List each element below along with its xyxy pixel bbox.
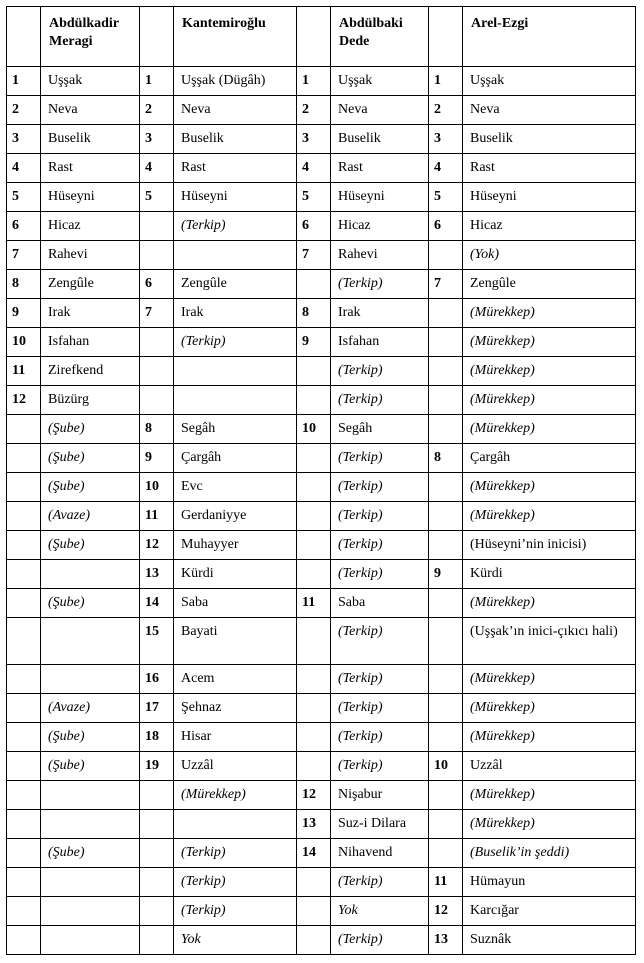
cell-kantemiroglu-makam: Zengûle [174, 270, 297, 299]
cell-abdulkadir-makam: (Şube) [41, 473, 140, 502]
cell-abdulbaki-number: 3 [297, 125, 331, 154]
cell-abdulbaki-makam: Hüseyni [331, 183, 429, 212]
cell-kantemiroglu-makam: Buselik [174, 125, 297, 154]
cell-arel-ezgi-makam: (Mürekkep) [463, 694, 636, 723]
cell-kantemiroglu-number [140, 926, 174, 955]
cell-arel-ezgi-makam: Uzzâl [463, 752, 636, 781]
cell-kantemiroglu-makam: Hisar [174, 723, 297, 752]
cell-kantemiroglu-makam [174, 386, 297, 415]
cell-arel-ezgi-makam: (Mürekkep) [463, 299, 636, 328]
cell-kantemiroglu-makam: Muhayyer [174, 531, 297, 560]
table-row [7, 328, 636, 357]
cell-kantemiroglu-number [140, 212, 174, 241]
cell-abdulkadir-makam: (Şube) [41, 723, 140, 752]
cell-abdulkadir-number [7, 897, 41, 926]
cell-arel-ezgi-number [429, 810, 463, 839]
cell-arel-ezgi-number: 2 [429, 96, 463, 125]
cell-abdulbaki-makam: Neva [331, 96, 429, 125]
cell-kantemiroglu-number: 16 [140, 665, 174, 694]
cell-abdulbaki-makam: Saba [331, 589, 429, 618]
cell-kantemiroglu-number [140, 241, 174, 270]
cell-arel-ezgi-makam: (Buselik’in şeddi) [463, 839, 636, 868]
cell-abdulkadir-number: 7 [7, 241, 41, 270]
cell-abdulkadir-number: 8 [7, 270, 41, 299]
cell-arel-ezgi-number [429, 415, 463, 444]
table-row [7, 560, 636, 589]
cell-arel-ezgi-makam: Suznâk [463, 926, 636, 955]
cell-kantemiroglu-number [140, 386, 174, 415]
cell-abdulkadir-number [7, 502, 41, 531]
cell-abdulbaki-makam: (Terkip) [331, 926, 429, 955]
cell-abdulkadir-number [7, 694, 41, 723]
table-row [7, 444, 636, 473]
cell-abdulbaki-number [297, 531, 331, 560]
cell-arel-ezgi-number [429, 328, 463, 357]
cell-abdulbaki-number [297, 752, 331, 781]
cell-kantemiroglu-makam: Irak [174, 299, 297, 328]
table-row [7, 665, 636, 694]
cell-abdulbaki-makam: Isfahan [331, 328, 429, 357]
cell-kantemiroglu-makam [174, 357, 297, 386]
cell-arel-ezgi-number [429, 531, 463, 560]
cell-abdulbaki-number: 7 [297, 241, 331, 270]
cell-arel-ezgi-makam: Hicaz [463, 212, 636, 241]
cell-abdulbaki-makam: (Terkip) [331, 473, 429, 502]
cell-abdulbaki-number [297, 270, 331, 299]
cell-kantemiroglu-number: 17 [140, 694, 174, 723]
cell-abdulbaki-makam: Suz-i Dilara [331, 810, 429, 839]
cell-abdulkadir-number [7, 415, 41, 444]
cell-abdulbaki-number: 9 [297, 328, 331, 357]
cell-kantemiroglu-number: 19 [140, 752, 174, 781]
cell-arel-ezgi-number [429, 694, 463, 723]
cell-abdulkadir-number [7, 868, 41, 897]
cell-arel-ezgi-makam: (Mürekkep) [463, 386, 636, 415]
cell-arel-ezgi-number: 13 [429, 926, 463, 955]
cell-kantemiroglu-makam: Kürdi [174, 560, 297, 589]
cell-abdulkadir-makam: Hüseyni [41, 183, 140, 212]
cell-arel-ezgi-number [429, 781, 463, 810]
cell-arel-ezgi-makam: Çargâh [463, 444, 636, 473]
cell-arel-ezgi-number: 8 [429, 444, 463, 473]
cell-abdulbaki-makam: Hicaz [331, 212, 429, 241]
cell-arel-ezgi-number [429, 357, 463, 386]
cell-arel-ezgi-makam: (Mürekkep) [463, 473, 636, 502]
cell-abdulkadir-number [7, 665, 41, 694]
cell-abdulbaki-number [297, 386, 331, 415]
table-row [7, 67, 636, 96]
cell-arel-ezgi-number [429, 386, 463, 415]
cell-arel-ezgi-number: 11 [429, 868, 463, 897]
cell-abdulbaki-number [297, 723, 331, 752]
cell-abdulbaki-makam: (Terkip) [331, 665, 429, 694]
cell-abdulbaki-number: 14 [297, 839, 331, 868]
cell-abdulkadir-makam [41, 926, 140, 955]
cell-arel-ezgi-makam: Neva [463, 96, 636, 125]
cell-kantemiroglu-makam [174, 241, 297, 270]
cell-arel-ezgi-number [429, 589, 463, 618]
cell-arel-ezgi-number: 4 [429, 154, 463, 183]
cell-arel-ezgi-makam: (Mürekkep) [463, 415, 636, 444]
cell-abdulkadir-number [7, 926, 41, 955]
cell-kantemiroglu-number [140, 781, 174, 810]
cell-arel-ezgi-number [429, 723, 463, 752]
cell-kantemiroglu-makam: Şehnaz [174, 694, 297, 723]
cell-abdulkadir-number [7, 781, 41, 810]
cell-abdulkadir-number [7, 473, 41, 502]
cell-abdulkadir-makam: (Şube) [41, 589, 140, 618]
cell-abdulkadir-makam: (Şube) [41, 752, 140, 781]
cell-kantemiroglu-number: 4 [140, 154, 174, 183]
cell-abdulbaki-makam: (Terkip) [331, 444, 429, 473]
cell-arel-ezgi-makam: (Yok) [463, 241, 636, 270]
cell-arel-ezgi-makam: (Mürekkep) [463, 502, 636, 531]
table-row [7, 299, 636, 328]
cell-abdulbaki-makam: (Terkip) [331, 386, 429, 415]
cell-abdulkadir-makam: (Şube) [41, 839, 140, 868]
cell-arel-ezgi-makam: Karcığar [463, 897, 636, 926]
table-row [7, 212, 636, 241]
cell-arel-ezgi-makam: Hümayun [463, 868, 636, 897]
cell-abdulbaki-number: 12 [297, 781, 331, 810]
cell-abdulbaki-number: 13 [297, 810, 331, 839]
cell-abdulkadir-makam: (Avaze) [41, 502, 140, 531]
cell-abdulkadir-makam: Rahevi [41, 241, 140, 270]
cell-arel-ezgi-number [429, 473, 463, 502]
cell-abdulbaki-number: 4 [297, 154, 331, 183]
cell-abdulkadir-number [7, 752, 41, 781]
cell-abdulkadir-number: 2 [7, 96, 41, 125]
cell-abdulbaki-number [297, 926, 331, 955]
cell-abdulbaki-number: 10 [297, 415, 331, 444]
table-row [7, 618, 636, 665]
cell-kantemiroglu-makam: Uşşak (Dügâh) [174, 67, 297, 96]
cell-abdulbaki-number [297, 665, 331, 694]
table-row [7, 723, 636, 752]
cell-kantemiroglu-number: 14 [140, 589, 174, 618]
cell-abdulbaki-number: 6 [297, 212, 331, 241]
cell-kantemiroglu-number [140, 328, 174, 357]
cell-abdulbaki-makam: (Terkip) [331, 560, 429, 589]
cell-abdulbaki-makam: (Terkip) [331, 270, 429, 299]
cell-abdulbaki-makam: (Terkip) [331, 531, 429, 560]
cell-abdulkadir-makam [41, 781, 140, 810]
cell-abdulbaki-number: 1 [297, 67, 331, 96]
cell-kantemiroglu-makam: (Terkip) [174, 839, 297, 868]
cell-abdulkadir-number: 1 [7, 67, 41, 96]
cell-abdulbaki-number: 11 [297, 589, 331, 618]
cell-abdulbaki-number [297, 897, 331, 926]
cell-abdulbaki-makam: (Terkip) [331, 868, 429, 897]
table-row [7, 810, 636, 839]
cell-arel-ezgi-makam: Kürdi [463, 560, 636, 589]
table-row [7, 386, 636, 415]
cell-kantemiroglu-number: 5 [140, 183, 174, 212]
cell-kantemiroglu-makam: Bayati [174, 618, 297, 665]
cell-abdulkadir-makam: Buselik [41, 125, 140, 154]
cell-kantemiroglu-makam: Çargâh [174, 444, 297, 473]
table-row [7, 415, 636, 444]
cell-abdulbaki-number: 8 [297, 299, 331, 328]
cell-kantemiroglu-number [140, 839, 174, 868]
cell-arel-ezgi-number: 6 [429, 212, 463, 241]
cell-abdulbaki-makam: (Terkip) [331, 694, 429, 723]
header-cell-abdulkadir-meragi: Abdülkadir Meragi [41, 7, 140, 67]
cell-arel-ezgi-makam: (Mürekkep) [463, 723, 636, 752]
header-cell-number [297, 7, 331, 67]
cell-kantemiroglu-makam: (Terkip) [174, 868, 297, 897]
cell-abdulkadir-number [7, 723, 41, 752]
cell-abdulbaki-makam: Irak [331, 299, 429, 328]
cell-kantemiroglu-number: 10 [140, 473, 174, 502]
cell-kantemiroglu-makam: (Mürekkep) [174, 781, 297, 810]
header-cell-arel-ezgi: Arel-Ezgi [463, 7, 636, 67]
cell-abdulbaki-makam: Rahevi [331, 241, 429, 270]
table-row [7, 531, 636, 560]
cell-kantemiroglu-number: 6 [140, 270, 174, 299]
cell-abdulkadir-makam: Isfahan [41, 328, 140, 357]
cell-arel-ezgi-number [429, 241, 463, 270]
cell-abdulbaki-makam: Rast [331, 154, 429, 183]
table-row [7, 270, 636, 299]
table-row [7, 502, 636, 531]
cell-arel-ezgi-makam: Buselik [463, 125, 636, 154]
cell-abdulbaki-number: 2 [297, 96, 331, 125]
cell-abdulbaki-number [297, 694, 331, 723]
cell-abdulkadir-makam: Zirefkend [41, 357, 140, 386]
cell-abdulkadir-number [7, 810, 41, 839]
cell-abdulkadir-makam: (Şube) [41, 415, 140, 444]
cell-abdulbaki-makam: (Terkip) [331, 618, 429, 665]
cell-abdulkadir-number: 12 [7, 386, 41, 415]
cell-abdulbaki-number: 5 [297, 183, 331, 212]
cell-arel-ezgi-number [429, 665, 463, 694]
header-cell-number [7, 7, 41, 67]
cell-abdulkadir-number [7, 839, 41, 868]
cell-arel-ezgi-makam: (Mürekkep) [463, 781, 636, 810]
cell-kantemiroglu-number: 2 [140, 96, 174, 125]
cell-abdulbaki-makam: Nişabur [331, 781, 429, 810]
cell-arel-ezgi-number: 10 [429, 752, 463, 781]
cell-kantemiroglu-number [140, 897, 174, 926]
cell-kantemiroglu-makam: Gerdaniyye [174, 502, 297, 531]
cell-abdulkadir-makam [41, 868, 140, 897]
cell-kantemiroglu-makam: (Terkip) [174, 897, 297, 926]
cell-arel-ezgi-makam: (Mürekkep) [463, 357, 636, 386]
cell-abdulkadir-makam: Neva [41, 96, 140, 125]
cell-kantemiroglu-number: 18 [140, 723, 174, 752]
header-cell-number [140, 7, 174, 67]
cell-abdulkadir-number: 6 [7, 212, 41, 241]
cell-abdulkadir-makam [41, 897, 140, 926]
cell-arel-ezgi-number: 9 [429, 560, 463, 589]
cell-abdulkadir-number [7, 560, 41, 589]
cell-arel-ezgi-number [429, 618, 463, 665]
cell-arel-ezgi-makam: (Mürekkep) [463, 810, 636, 839]
cell-kantemiroglu-number: 15 [140, 618, 174, 665]
cell-arel-ezgi-number: 7 [429, 270, 463, 299]
cell-kantemiroglu-makam: Rast [174, 154, 297, 183]
table-row [7, 589, 636, 618]
table-body [7, 67, 636, 955]
cell-abdulbaki-number [297, 473, 331, 502]
cell-abdulkadir-number [7, 531, 41, 560]
table-row [7, 839, 636, 868]
cell-abdulkadir-number: 10 [7, 328, 41, 357]
cell-kantemiroglu-makam: Hüseyni [174, 183, 297, 212]
cell-arel-ezgi-number [429, 299, 463, 328]
cell-kantemiroglu-makam: Yok [174, 926, 297, 955]
table-row [7, 752, 636, 781]
header-cell-kantemiroglu: Kantemiroğlu [174, 7, 297, 67]
cell-abdulkadir-makam [41, 810, 140, 839]
cell-abdulkadir-makam: (Şube) [41, 531, 140, 560]
cell-abdulkadir-number: 9 [7, 299, 41, 328]
cell-abdulbaki-makam: (Terkip) [331, 752, 429, 781]
cell-abdulbaki-number [297, 868, 331, 897]
cell-abdulkadir-makam [41, 665, 140, 694]
cell-kantemiroglu-makam: Uzzâl [174, 752, 297, 781]
cell-arel-ezgi-makam: Uşşak [463, 67, 636, 96]
cell-abdulbaki-number [297, 560, 331, 589]
cell-abdulkadir-makam: Irak [41, 299, 140, 328]
cell-kantemiroglu-makam: Neva [174, 96, 297, 125]
cell-abdulkadir-makam: Rast [41, 154, 140, 183]
cell-arel-ezgi-makam: (Hüseyni’nin inicisi) [463, 531, 636, 560]
cell-kantemiroglu-makam: Acem [174, 665, 297, 694]
header-cell-number [429, 7, 463, 67]
cell-kantemiroglu-number: 7 [140, 299, 174, 328]
table-row [7, 154, 636, 183]
cell-abdulbaki-makam: (Terkip) [331, 502, 429, 531]
cell-abdulbaki-number [297, 618, 331, 665]
cell-abdulbaki-makam: Nihavend [331, 839, 429, 868]
cell-abdulkadir-makam: Büzürg [41, 386, 140, 415]
cell-arel-ezgi-makam: Rast [463, 154, 636, 183]
table-row [7, 125, 636, 154]
cell-abdulbaki-makam: (Terkip) [331, 723, 429, 752]
cell-kantemiroglu-number [140, 868, 174, 897]
cell-abdulkadir-number: 4 [7, 154, 41, 183]
cell-abdulbaki-makam: Yok [331, 897, 429, 926]
cell-abdulkadir-makam [41, 618, 140, 665]
cell-kantemiroglu-number [140, 357, 174, 386]
cell-arel-ezgi-number [429, 839, 463, 868]
table-row [7, 781, 636, 810]
table-row [7, 96, 636, 125]
cell-abdulkadir-makam: (Avaze) [41, 694, 140, 723]
cell-abdulbaki-makam: Segâh [331, 415, 429, 444]
cell-kantemiroglu-makam: Saba [174, 589, 297, 618]
cell-abdulkadir-makam [41, 560, 140, 589]
cell-arel-ezgi-makam: Hüseyni [463, 183, 636, 212]
cell-arel-ezgi-makam: (Mürekkep) [463, 665, 636, 694]
makam-comparison-table [6, 6, 636, 955]
cell-abdulkadir-number: 5 [7, 183, 41, 212]
cell-kantemiroglu-number [140, 810, 174, 839]
cell-kantemiroglu-makam: Segâh [174, 415, 297, 444]
cell-kantemiroglu-makam: Evc [174, 473, 297, 502]
cell-arel-ezgi-makam: Zengûle [463, 270, 636, 299]
cell-abdulkadir-makam: Hicaz [41, 212, 140, 241]
cell-arel-ezgi-number: 12 [429, 897, 463, 926]
cell-abdulkadir-number: 11 [7, 357, 41, 386]
cell-abdulkadir-makam: (Şube) [41, 444, 140, 473]
header-row [7, 7, 636, 67]
header-cell-abdulbaki-dede: Abdülbaki Dede [331, 7, 429, 67]
cell-abdulbaki-number [297, 357, 331, 386]
cell-kantemiroglu-makam: (Terkip) [174, 328, 297, 357]
cell-kantemiroglu-number: 13 [140, 560, 174, 589]
cell-arel-ezgi-number [429, 502, 463, 531]
cell-abdulkadir-number [7, 618, 41, 665]
table-row [7, 473, 636, 502]
cell-abdulbaki-makam: Buselik [331, 125, 429, 154]
table-row [7, 694, 636, 723]
cell-arel-ezgi-makam: (Mürekkep) [463, 589, 636, 618]
table-row [7, 868, 636, 897]
cell-kantemiroglu-makam: (Terkip) [174, 212, 297, 241]
cell-arel-ezgi-number: 1 [429, 67, 463, 96]
cell-abdulkadir-number [7, 444, 41, 473]
table-row [7, 183, 636, 212]
cell-arel-ezgi-number: 5 [429, 183, 463, 212]
cell-abdulbaki-makam: (Terkip) [331, 357, 429, 386]
cell-kantemiroglu-number: 9 [140, 444, 174, 473]
table-row [7, 241, 636, 270]
cell-arel-ezgi-makam: (Uşşak’ın inici-çıkıcı hali) [463, 618, 636, 665]
cell-kantemiroglu-number: 12 [140, 531, 174, 560]
cell-arel-ezgi-makam: (Mürekkep) [463, 328, 636, 357]
table-row [7, 926, 636, 955]
cell-abdulbaki-number [297, 502, 331, 531]
cell-abdulbaki-number [297, 444, 331, 473]
cell-kantemiroglu-makam [174, 810, 297, 839]
cell-abdulkadir-number [7, 589, 41, 618]
cell-abdulbaki-makam: Uşşak [331, 67, 429, 96]
cell-kantemiroglu-number: 3 [140, 125, 174, 154]
table-row [7, 357, 636, 386]
cell-kantemiroglu-number: 8 [140, 415, 174, 444]
cell-kantemiroglu-number: 11 [140, 502, 174, 531]
cell-arel-ezgi-number: 3 [429, 125, 463, 154]
cell-abdulkadir-number: 3 [7, 125, 41, 154]
cell-abdulkadir-makam: Uşşak [41, 67, 140, 96]
cell-abdulkadir-makam: Zengûle [41, 270, 140, 299]
cell-kantemiroglu-number: 1 [140, 67, 174, 96]
table-row [7, 897, 636, 926]
